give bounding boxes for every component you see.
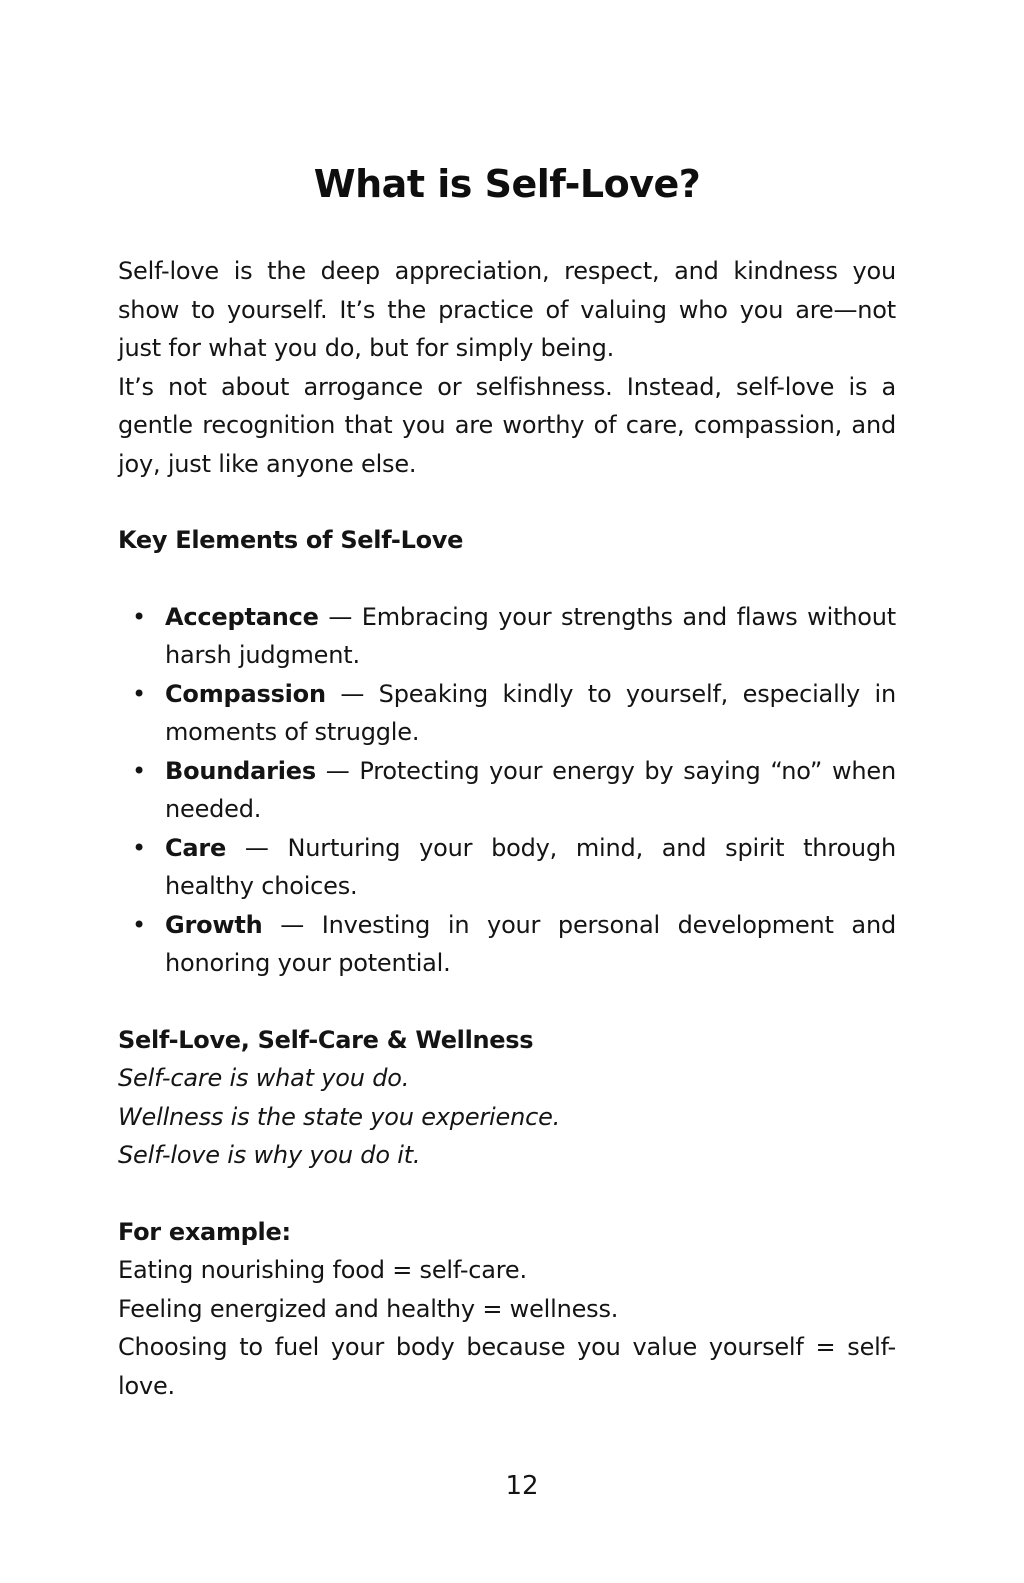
- list-item-term: Boundaries: [165, 756, 316, 785]
- list-item-text: — Protecting your energy by saying “no” when needed.: [165, 756, 896, 823]
- page-content: [118, 158, 896, 1405]
- bullet-icon: •: [132, 910, 146, 939]
- example-heading: For example:: [118, 1217, 291, 1246]
- example-line-food: Eating nourishing food = self-care.: [118, 1256, 527, 1284]
- list-item-term: Acceptance: [165, 602, 319, 631]
- bullet-icon: •: [132, 679, 146, 708]
- list-item-term: Growth: [165, 910, 263, 939]
- list-item: [118, 906, 896, 983]
- example-line-energized: Feeling energized and healthy = wellness.: [118, 1294, 619, 1323]
- list-item: [118, 752, 896, 829]
- list-item-text: — Embracing your strengths and flaws without harsh judgment.: [165, 602, 896, 669]
- example-line-choosing: Choosing to fuel your body because you value yourself = self-love.: [118, 1333, 896, 1400]
- list-item-text: — Investing in your personal development and honoring your potential.: [165, 910, 896, 977]
- bullet-icon: •: [132, 833, 146, 862]
- wellness-line-wellness: Wellness is the state you experience.: [118, 1102, 561, 1131]
- bullet-icon: •: [132, 602, 146, 631]
- list-item-term: Compassion: [165, 679, 326, 708]
- intro-paragraph-2: It’s not about arrogance or selfishness. Instead, self-love is a gentle recognition that you are worthy of care, compassion, and joy, just like anyone else.: [118, 372, 896, 478]
- bullet-icon: •: [132, 756, 146, 785]
- page-number: 12: [505, 1471, 539, 1501]
- wellness-line-self-love: Self-love is why you do it.: [118, 1141, 421, 1169]
- wellness-heading: Self-Love, Self-Care & Wellness: [118, 1025, 534, 1054]
- key-elements-list: [118, 598, 896, 983]
- key-elements-heading: Key Elements of Self-Love: [118, 526, 464, 554]
- page-title: What is Self-Love?: [313, 162, 701, 206]
- list-item-text: — Nurturing your body, mind, and spirit through healthy choices.: [165, 833, 896, 900]
- wellness-line-self-care: Self-care is what you do.: [118, 1064, 410, 1092]
- list-item: [118, 675, 896, 752]
- list-item: [118, 598, 896, 675]
- list-item-text: — Speaking kindly to yourself, especially in moments of struggle.: [165, 679, 896, 746]
- intro-paragraph-1: Self-love is the deep appreciation, respect, and kindness you show to yourself. It’s the practice of valuing who you are—not just for what you do, but for simply being.: [118, 257, 896, 362]
- list-item-term: Care: [165, 833, 227, 862]
- list-item: [118, 829, 896, 906]
